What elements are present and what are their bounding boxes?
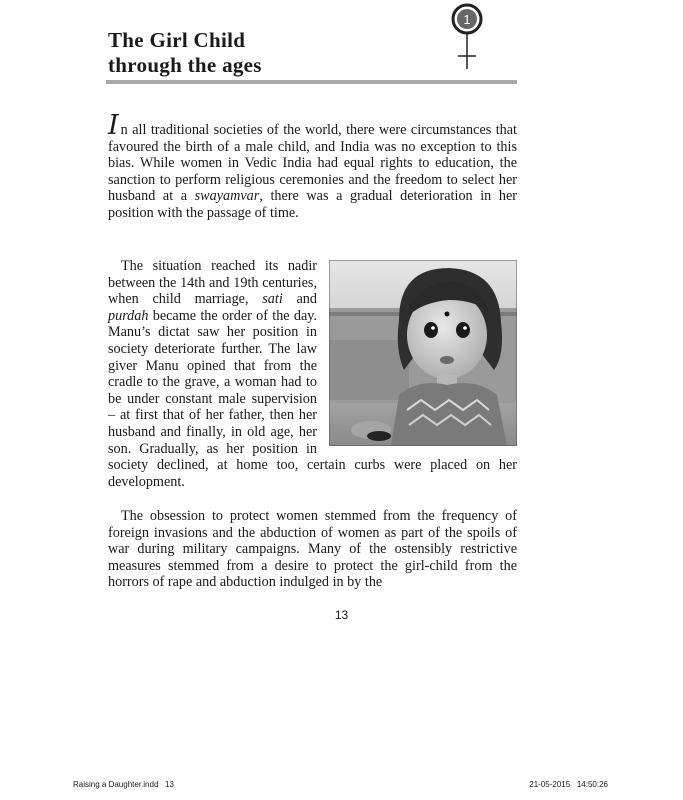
chapter-title-line-2: through the ages <box>108 53 262 77</box>
paragraph-3 <box>108 508 517 591</box>
drop-cap: I <box>108 110 119 141</box>
paragraph-1-text-b: , there was a gradual deterioration in her position with the passage of time. <box>108 188 517 221</box>
title-divider <box>106 80 517 84</box>
page-number: 13 <box>334 608 349 622</box>
footer-timestamp: 21-05-2015 14:50:26 <box>529 780 608 789</box>
girl-child-photo <box>329 260 517 446</box>
paragraph-2 <box>108 258 517 490</box>
paragraph-2-italic-sati: sati <box>262 291 283 308</box>
paragraph-2-text-b: and <box>282 291 317 308</box>
paragraph-2-text-c: became the order of the day. Manu’s dictat saw her position in society deteriorate further. The law giver Manu opined that from the cradle to the grave, a woman had to be under constant male supervision – at first that of her father, then her husband and finally, in old age, her son. Gradually, as her position in society declined, at home too, certain curbs were placed on her development. <box>108 307 517 490</box>
paragraph-3-text: The obsession to protect women stemmed from the frequency of foreign invasions and the abduction of women as part of the spoils of war during military campaigns. Many of the ostensibly restrictive measures stemmed from a desire to protect the girl-child from the horrors of rape and abduction indulged in by the <box>108 508 517 591</box>
chapter-number: 1 <box>463 12 471 27</box>
paragraph-2-text-a: The situation reached its nadir between the 14th and 19th centuries, when child marriage, <box>108 258 317 308</box>
paragraph-1-italic: swayamvar <box>194 188 260 205</box>
paragraph-1 <box>108 110 517 222</box>
footer-file-name: Raising a Daughter.indd 13 <box>73 780 174 789</box>
paragraph-2-italic-purdah: purdah <box>108 307 149 324</box>
chapter-title <box>108 28 262 78</box>
chapter-title-line-1: The Girl Child <box>108 28 246 52</box>
paragraph-1-text-a: n all traditional societies of the world, there were circumstances that favoured the birth of a male child, and India was no exception to this bias. While women in Vedic India had equal rights to education, the sanction to perform religious ceremonies and the freedom to select her husband at a <box>108 122 517 205</box>
female-symbol-icon <box>447 2 487 72</box>
